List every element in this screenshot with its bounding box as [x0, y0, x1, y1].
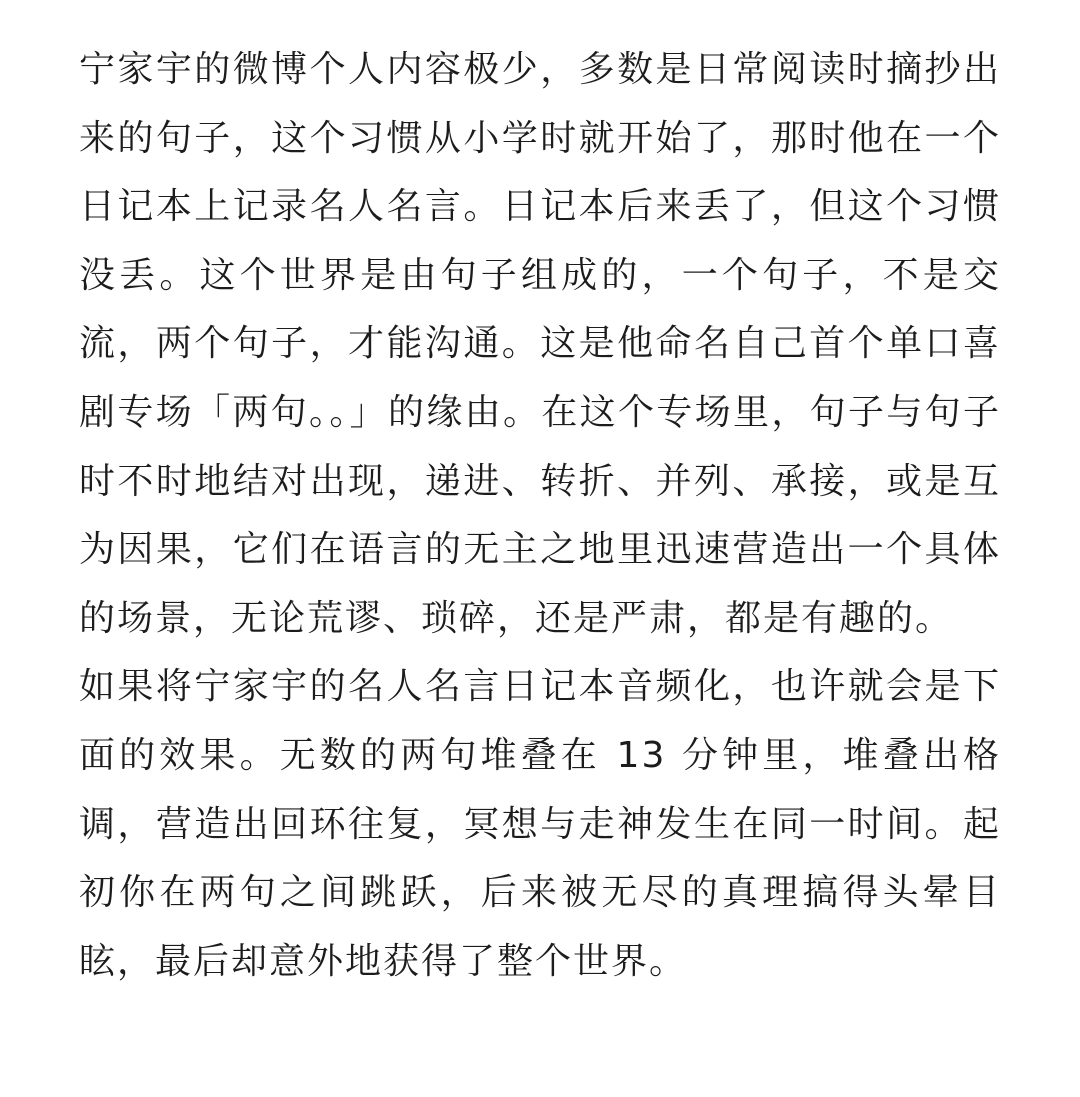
paragraph-2: 如果将宁家宇的名人名言日记本音频化，也许就会是下面的效果。无数的两句堆叠在 13 分钟里，堆叠出格调，营造出回环往复，冥想与走神发生在同一时间。起初你在两句之间跳跃，后来被无尽的真理搞得头晕目眩，最后却意外地获得了整个世界。 — [79, 666, 1001, 982]
paragraph-1: 宁家宇的微博个人内容极少，多数是日常阅读时摘抄出来的句子，这个习惯从小学时就开始了，那时他在一个日记本上记录名人名言。日记本后来丢了，但这个习惯没丢。这个世界是由句子组成的，一个句子，不是交流，两个句子，才能沟通。这是他命名自己首个单口喜剧专场「两句。。」的缘由。在这个专场里，句子与句子时不时地结对出现，递进、转折、并列、承接，或是互为因果，它们在语言的无主之地里迅速营造出一个具体的场景，无论荒谬、琐碎，还是严肃，都是有趣的。 — [79, 49, 1001, 639]
article-body — [79, 36, 1001, 996]
